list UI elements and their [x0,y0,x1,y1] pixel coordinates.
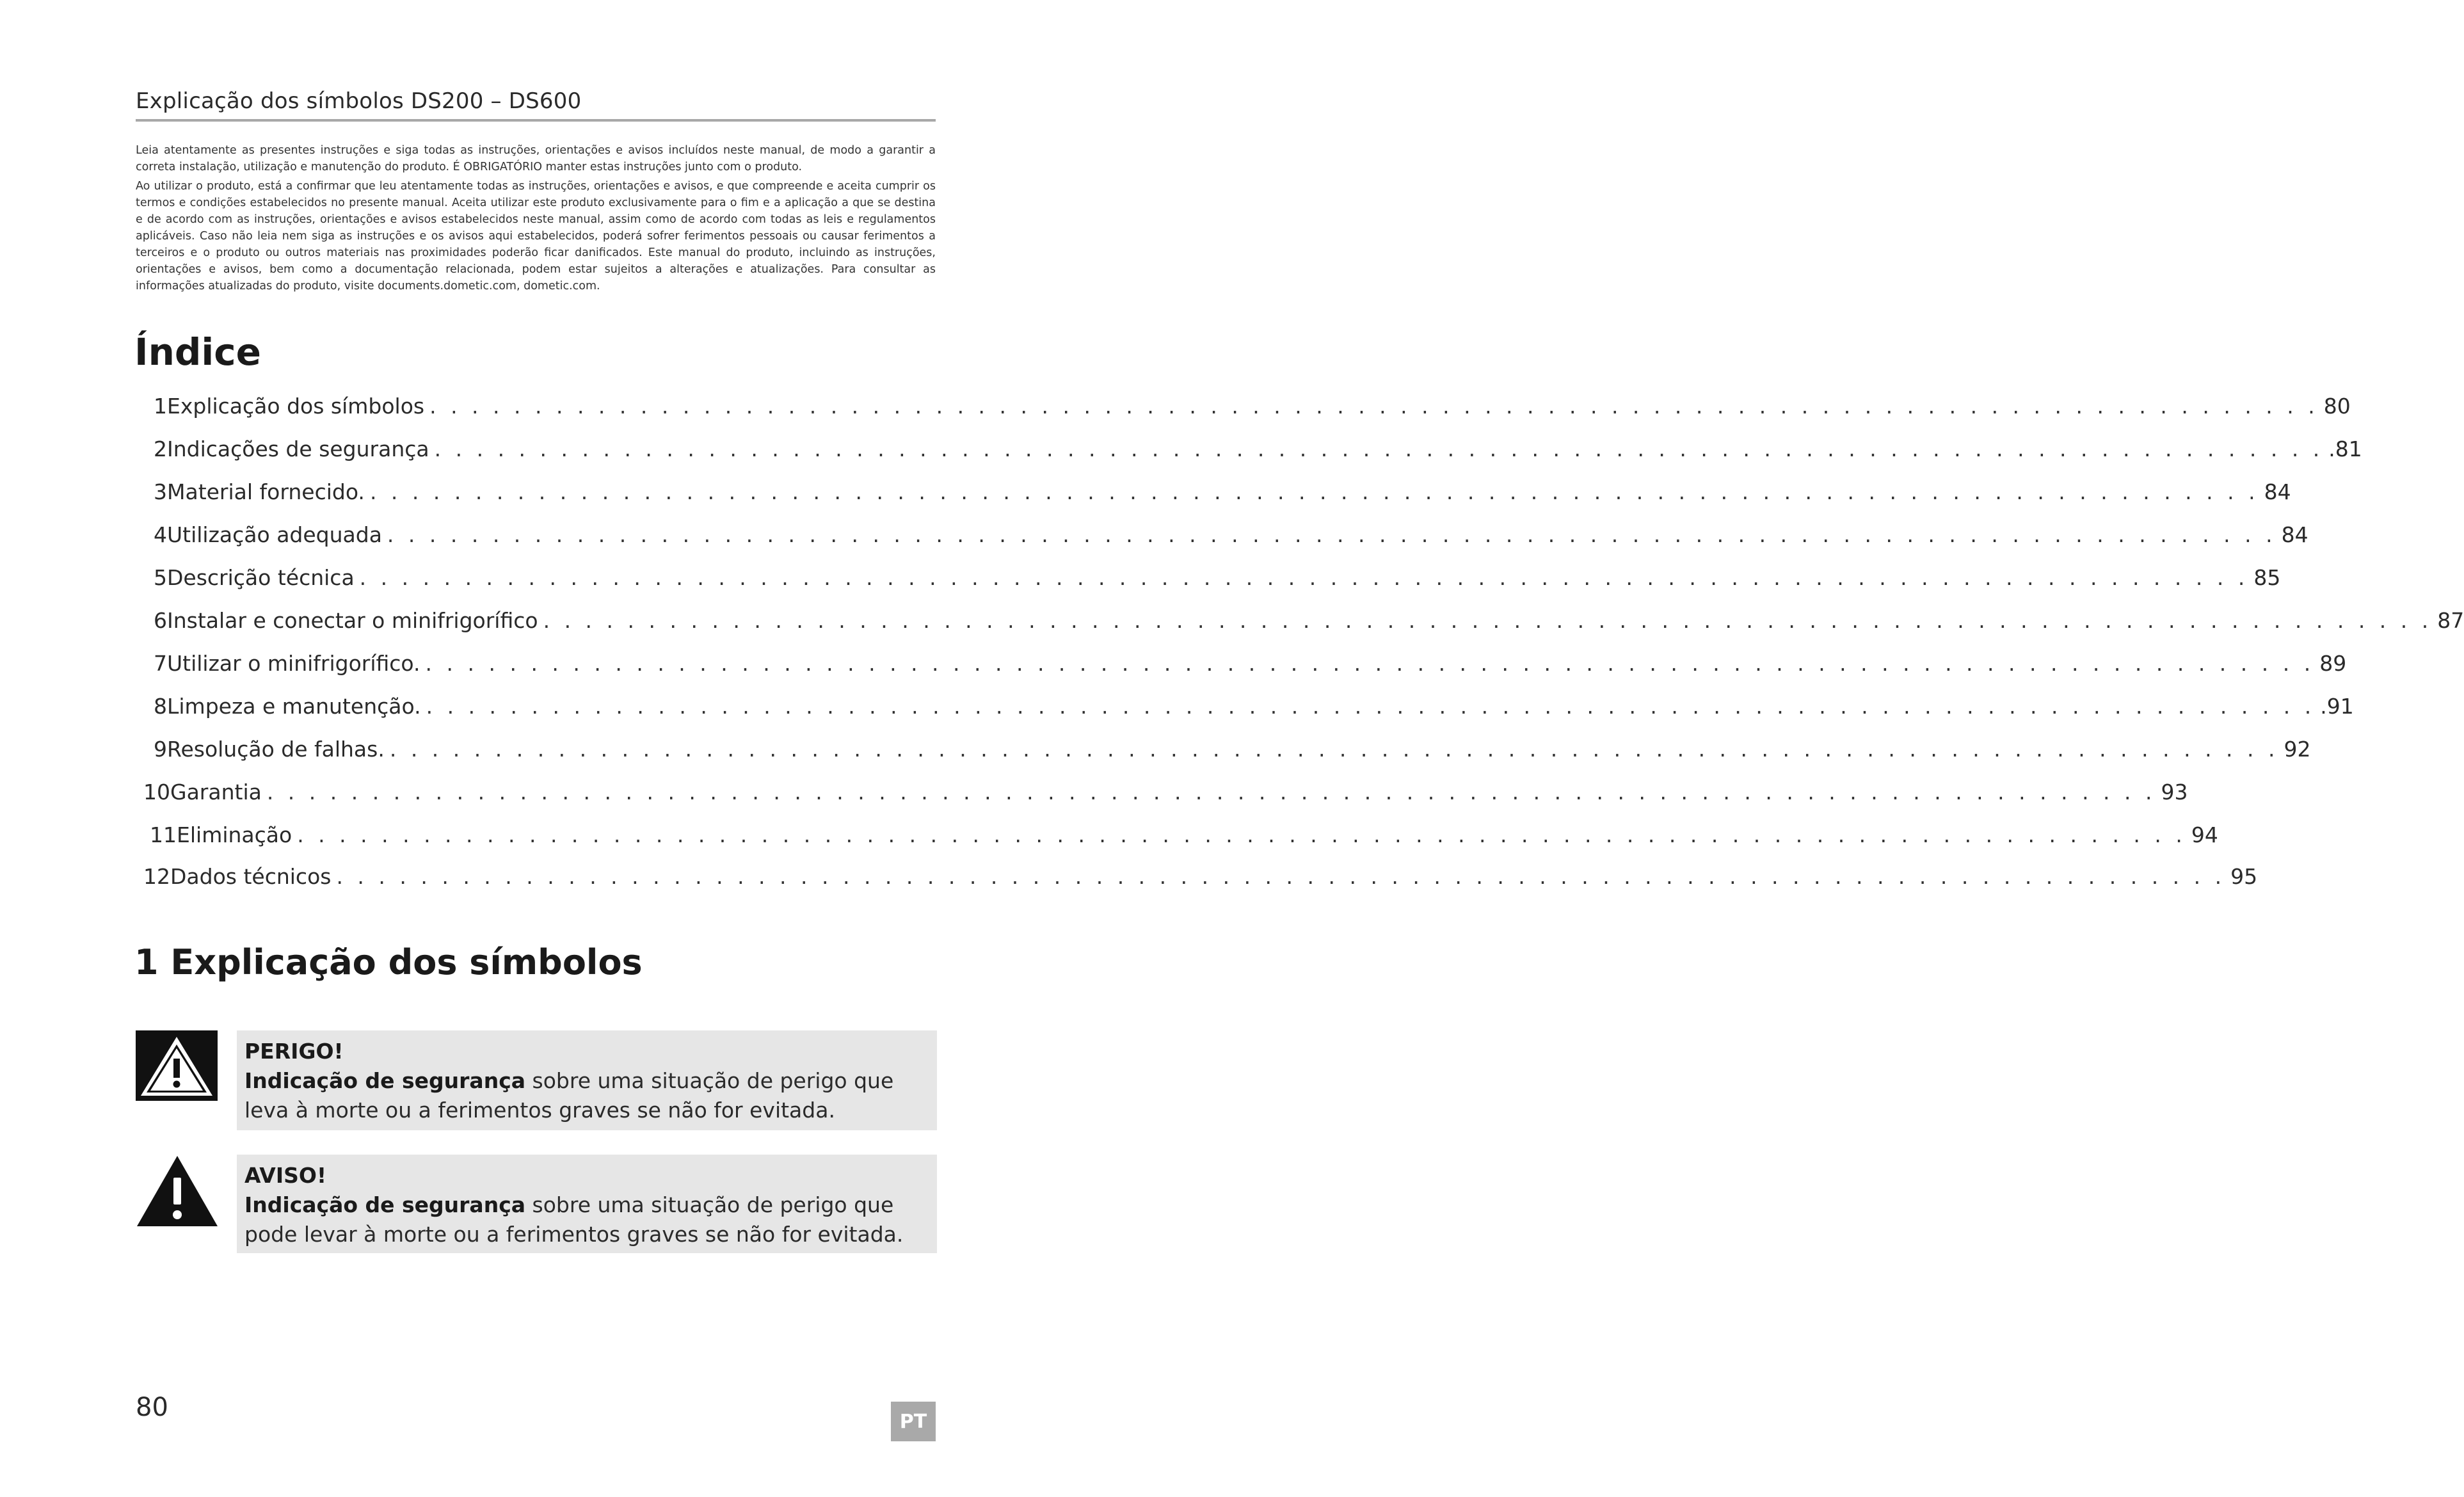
toc-leader-dots: . . . . . . . . . . . . . . . . . . . . . . . . . . . . . . . . . . . . . . . . . . . . . . . . . . . . . . . . . . . . . . . . . . . . . . . . . . . . . . . . . . . . . . . . . . [543,608,2433,633]
toc-entry-number: 3 [154,479,167,504]
toc-entry-title: Utilizar o minifrigorífico. [167,651,420,676]
toc-leader-dots: . . . . . . . . . . . . . . . . . . . . . . . . . . . . . . . . . . . . . . . . . . . . . . . . . . . . . . . . . . . . . . . . . . . . . . . . . . . . . . . . . . . . . . . . . . [266,780,2156,805]
toc-entry-page: 85 [2253,565,2281,590]
toc-entry-11[interactable] [150,819,2218,851]
toc-entry-number: 12 [143,864,170,889]
toc-heading: Índice [134,330,261,374]
toc-entry-page: 87 [2437,608,2464,633]
toc-entry-5[interactable] [154,562,2281,594]
toc-leader-dots: . . . . . . . . . . . . . . . . . . . . . . . . . . . . . . . . . . . . . . . . . . . . . . . . . . . . . . . . . . . . . . . . . . . . . . . . . . . . . . . . . . . . . . . . . . [359,565,2249,590]
toc-entry-page: 95 [2230,864,2258,889]
signal-word-warning: AVISO! [244,1163,326,1188]
toc-entry-6[interactable] [154,605,2464,637]
toc-entry-title: Explicação dos símbolos [167,394,425,419]
toc-entry-title: Resolução de falhas. [167,737,385,762]
toc-entry-number: 8 [154,694,167,719]
notice-text: sobre uma situação de perigo que leva à morte ou a ferimentos graves se não for evitada. [244,1068,894,1123]
toc-entry-2[interactable] [154,433,2362,465]
toc-entry-number: 11 [150,822,177,847]
warning-triangle-white-on-black-icon [136,1030,218,1103]
toc-leader-dots: . . . . . . . . . . . . . . . . . . . . . . . . . . . . . . . . . . . . . . . . . . . . . . . . . . . . . . . . . . . . . . . . . . . . . . . . . . . . . . . . . . . . . . . . . . [389,737,2279,762]
signal-word-danger: PERIGO! [244,1039,344,1064]
toc-entry-number: 9 [154,737,167,762]
toc-entry-page: 89 [2319,651,2347,676]
toc-entry-number: 5 [154,565,167,590]
page-number: 80 [136,1393,168,1422]
toc-leader-dots: . . . . . . . . . . . . . . . . . . . . . . . . . . . . . . . . . . . . . . . . . . . . . . . . . . . . . . . . . . . . . . . . . . . . . . . . . . . . . . . . . . . . . . . . . . [426,694,2316,719]
toc-entry-4[interactable] [154,519,2308,551]
toc-leader-dots: . . . . . . . . . . . . . . . . . . . . . . . . . . . . . . . . . . . . . . . . . . . . . . . . . . . . . . . . . . . . . . . . . . . . . . . . . . . . . . . . . . . . . . . . . . [336,864,2226,889]
language-badge: PT [891,1402,936,1441]
running-header-title: Explicação dos símbolos DS200 – DS600 [136,88,582,114]
toc-entry-1[interactable] [154,390,2351,422]
toc-leader-dots: . . . . . . . . . . . . . . . . . . . . . . . . . . . . . . . . . . . . . . . . . . . . . . . . . . . . . . . . . . . . . . . . . . . . . . . . . . . . . . . . . . . . . . . . . . [425,651,2315,676]
toc-entry-7[interactable] [154,648,2347,680]
notice-lead: Indicação de segurança [244,1192,526,1217]
intro-paragraph-1: Leia atentamente as presentes instruções e siga todas as instruções, orientações e avisos incluídos neste manual, de modo a garantir a correta instalação, utilização e manutenção do produto. É OBRIGATÓRIO manter estas instruções junto com o produto. [136,144,936,173]
toc-entry-title: Material fornecido. [167,479,365,504]
toc-entry-10[interactable] [143,776,2188,808]
notice-warning-box [237,1155,937,1253]
warning-triangle-icon [136,1155,219,1230]
intro-text [136,142,936,297]
notice-lead: Indicação de segurança [244,1068,526,1093]
toc-entry-title: Dados técnicos [170,864,332,889]
toc-entry-number: 6 [154,608,167,633]
toc-entry-page: 80 [2323,394,2351,419]
notice-danger-box [237,1030,937,1130]
toc-entry-3[interactable] [154,476,2291,508]
toc-entry-title: Descrição técnica [167,565,355,590]
toc-entry-page: .81 [2328,436,2362,461]
toc-leader-dots: . . . . . . . . . . . . . . . . . . . . . . . . . . . . . . . . . . . . . . . . . . . . . . . . . . . . . . . . . . . . . . . . . . . . . . . . . . . . . . . . . . . . . . . . . . [297,822,2186,847]
toc-entry-page: .91 [2320,694,2354,719]
toc-entry-title: Instalar e conectar o minifrigorífico [167,608,538,633]
intro-paragraph-2: Ao utilizar o produto, está a confirmar que leu atentamente todas as instruções, orientações e avisos, e que compreende e aceita cumprir os termos e condições estabelecidos no presente manual. Aceita utilizar este produto exclusivamente para o fim e a aplicação a que se destina e de acordo com as instruções, orientações e avisos estabelecidos neste manual, assim como de acordo com todas as leis e regulamentos aplicáveis. Caso não leia nem siga as instruções e os avisos aqui estabelecidos, poderá sofrer ferimentos pessoais ou causar ferimentos a terceiros e o produto ou outros materiais nas proximidades poderão ficar danificados. Este manual do produto, incluindo as instruções, orientações e avisos, bem como a documentação relacionada, podem estar sujeitos a alterações e atualizações. Para consultar as informações atualizadas do produto, visite documents.dometic.com, dometic.com. [136,180,936,292]
toc-entry-page: 94 [2191,822,2218,847]
toc-leader-dots: . . . . . . . . . . . . . . . . . . . . . . . . . . . . . . . . . . . . . . . . . . . . . . . . . . . . . . . . . . . . . . . . . . . . . . . . . . . . . . . . . . . . . . . . . . [387,522,2276,547]
toc-entry-page: 92 [2284,737,2311,762]
toc-entry-number: 7 [154,651,167,676]
header-divider [136,119,936,122]
toc-entry-title: Garantia [170,780,262,805]
notice-text: sobre uma situação de perigo que pode levar à morte ou a ferimentos graves se não for evitada. [244,1192,904,1247]
toc-leader-dots: . . . . . . . . . . . . . . . . . . . . . . . . . . . . . . . . . . . . . . . . . . . . . . . . . . . . . . . . . . . . . . . . . . . . . . . . . . . . . . . . . . . . . . . . . . [429,394,2319,419]
toc-entry-title: Utilização adequada [167,522,382,547]
toc-leader-dots: . . . . . . . . . . . . . . . . . . . . . . . . . . . . . . . . . . . . . . . . . . . . . . . . . . . . . . . . . . . . . . . . . . . . . . . . . . . . . . . . . . . . . . . . . . [434,436,2324,461]
toc-entry-number: 1 [154,394,167,419]
toc-entry-8[interactable] [154,691,2354,723]
toc-entry-title: Indicações de segurança [167,436,429,461]
section-heading: 1 Explicação dos símbolos [134,942,643,982]
toc-entry-page: 93 [2161,780,2188,805]
toc-leader-dots: . . . . . . . . . . . . . . . . . . . . . . . . . . . . . . . . . . . . . . . . . . . . . . . . . . . . . . . . . . . . . . . . . . . . . . . . . . . . . . . . . . . . . . . . . . [369,479,2259,504]
toc-entry-number: 4 [154,522,167,547]
toc-entry-title: Eliminação [177,822,292,847]
toc-entry-title: Limpeza e manutenção. [167,694,421,719]
toc-entry-page: 84 [2281,522,2308,547]
toc-entry-number: 2 [154,436,167,461]
toc-entry-12[interactable] [143,861,2258,893]
toc-entry-number: 10 [143,780,170,805]
toc-entry-page: 84 [2264,479,2291,504]
toc-entry-9[interactable] [154,733,2311,765]
